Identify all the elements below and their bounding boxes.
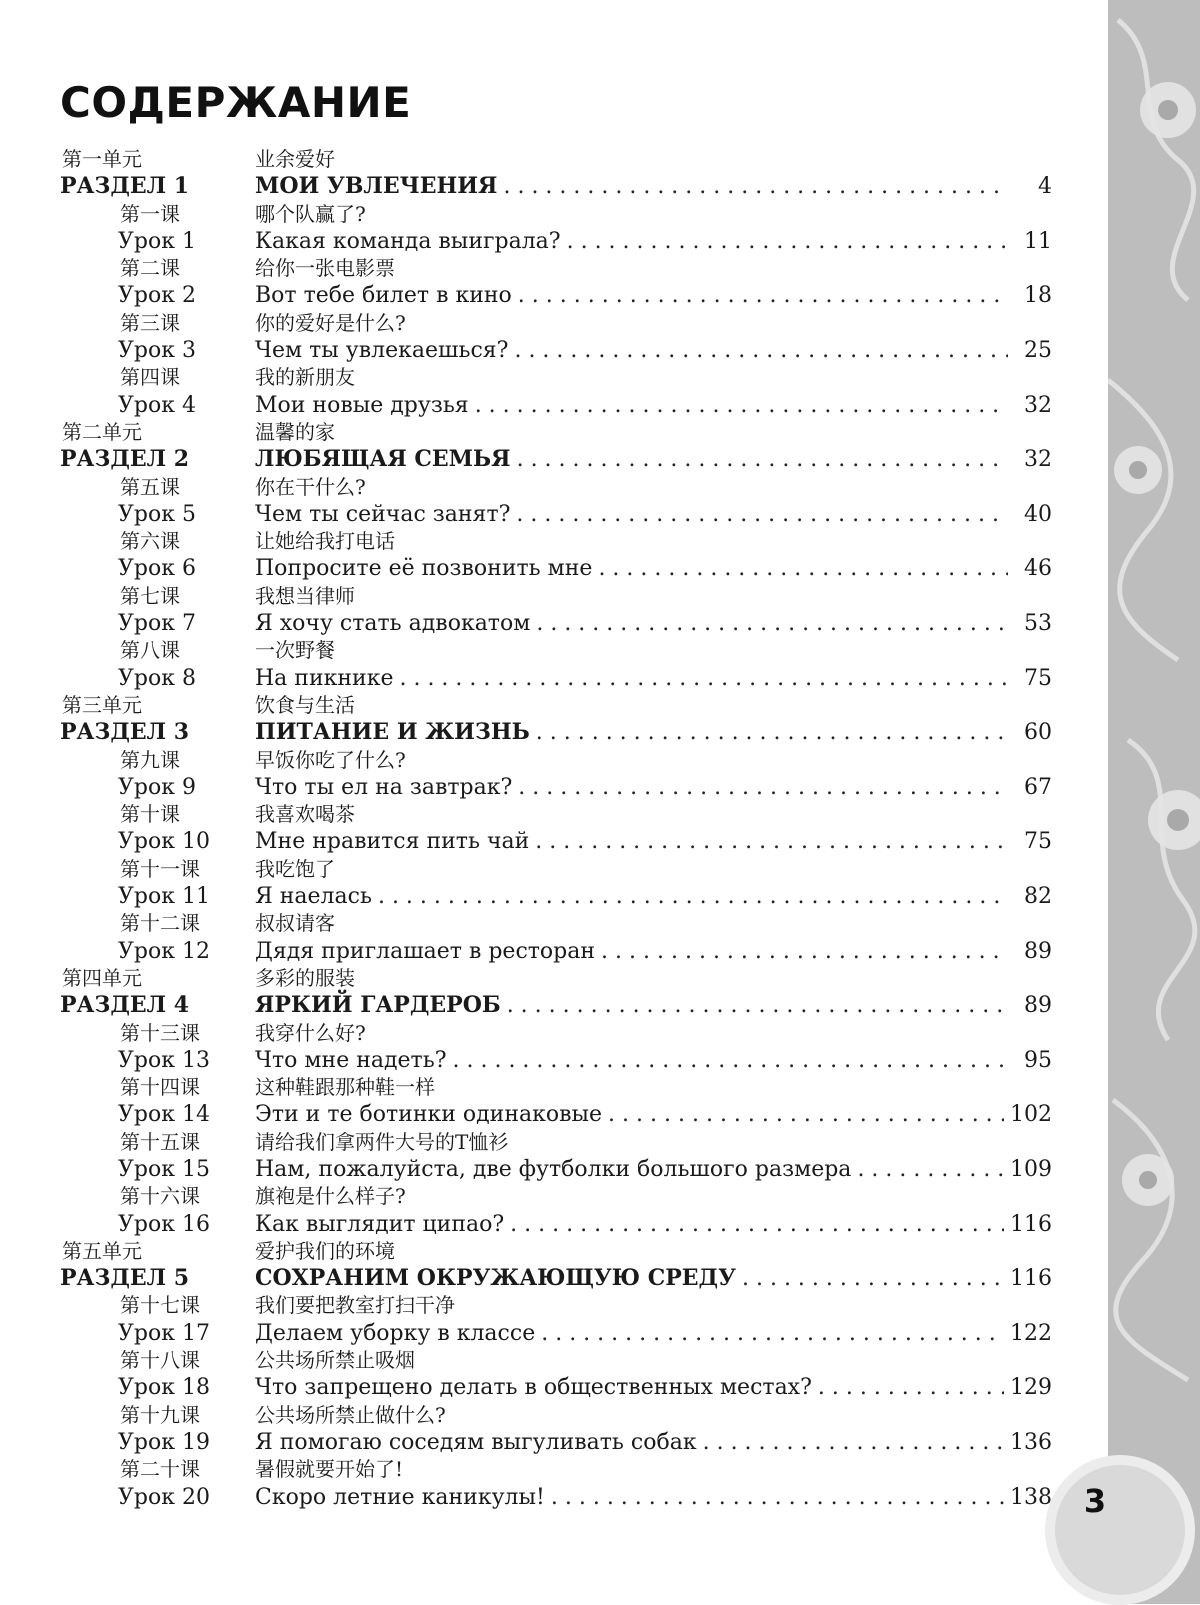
toc-entry <box>255 828 1052 855</box>
toc-row-lesson <box>0 1292 1060 1319</box>
toc-page-number: 4 <box>1038 174 1052 200</box>
toc-page-number: 67 <box>1024 774 1052 800</box>
toc-urok-label: Урок 10 <box>118 829 210 855</box>
toc-row-section <box>0 992 1060 1019</box>
toc-entry <box>255 610 1052 637</box>
toc-row-urok <box>0 282 1060 309</box>
toc-entry-title: Делаем уборку в классе <box>255 1320 536 1346</box>
toc-entry <box>255 501 1052 528</box>
toc-page-number: 53 <box>1024 611 1052 637</box>
toc-urok-label: Урок 14 <box>118 1102 210 1128</box>
dot-leader <box>518 774 1008 801</box>
toc-entry <box>255 337 1052 364</box>
toc-row-urok <box>0 665 1060 692</box>
toc-section-label: РАЗДЕЛ 1 <box>60 173 190 200</box>
toc-entry-title: Нам, пожалуйста, две футболки большого размера <box>255 1156 852 1182</box>
toc-chinese-title: 我穿什么好? <box>255 1020 366 1045</box>
toc-row-section <box>0 173 1060 200</box>
toc-urok-label: Урок 12 <box>118 938 210 964</box>
dot-leader <box>551 1484 1004 1511</box>
dot-leader <box>475 392 1008 419</box>
toc-entry <box>255 555 1052 582</box>
dot-leader <box>378 883 1008 910</box>
toc-entry-title: ЯРКИЙ ГАРДЕРОБ <box>255 992 501 1019</box>
toc-entry-title: СОХРАНИМ ОКРУЖАЮЩУЮ СРЕДУ <box>255 1265 736 1292</box>
toc-entry <box>255 665 1052 692</box>
toc-entry-title: Как выглядит ципао? <box>255 1211 505 1237</box>
toc-lesson-label: 第十一课 <box>120 856 200 881</box>
toc-page-number: 32 <box>1024 392 1052 418</box>
toc-lesson-label: 第十六课 <box>120 1184 200 1209</box>
toc-chinese-title: 公共场所禁止吸烟 <box>255 1348 415 1373</box>
toc-chinese-title: 让她给我打电话 <box>255 529 395 554</box>
toc-lesson-label: 第十四课 <box>120 1075 200 1100</box>
toc-row-unit <box>0 965 1060 992</box>
toc-row-urok <box>0 501 1060 528</box>
toc-row-urok <box>0 337 1060 364</box>
toc-entry-title: МОИ УВЛЕЧЕНИЯ <box>255 173 498 200</box>
toc-page-number: 138 <box>1010 1484 1052 1510</box>
toc-section-label: РАЗДЕЛ 2 <box>60 446 190 473</box>
toc-row-lesson <box>0 1129 1060 1156</box>
toc-row-lesson <box>0 474 1060 501</box>
toc-chinese-title: 早饭你吃了什么? <box>255 747 406 772</box>
toc-row-urok <box>0 1156 1060 1183</box>
toc-chinese-title: 我们要把教室打扫干净 <box>255 1293 455 1318</box>
dot-leader <box>601 938 1008 965</box>
toc-row-lesson <box>0 1183 1060 1210</box>
dot-leader <box>517 446 1008 473</box>
dot-leader <box>818 1374 1004 1401</box>
toc-chinese-title: 请给我们拿两件大号的T恤衫 <box>255 1129 509 1154</box>
toc-entry <box>255 282 1052 309</box>
toc-entry-title: Чем ты увлекаешься? <box>255 338 509 364</box>
toc-chinese-title: 给你一张电影票 <box>255 256 395 281</box>
toc-row-lesson <box>0 856 1060 883</box>
toc-entry-title: Какая команда выиграла? <box>255 228 561 254</box>
toc-urok-label: Урок 20 <box>118 1484 210 1510</box>
toc-row-lesson <box>0 201 1060 228</box>
toc-chinese-title: 这种鞋跟那种鞋一样 <box>255 1075 435 1100</box>
dot-leader <box>541 1320 1004 1347</box>
toc-entry <box>255 1211 1052 1238</box>
toc-lesson-label: 第九课 <box>120 747 180 772</box>
toc-row-section <box>0 719 1060 746</box>
toc-row-urok <box>0 1211 1060 1238</box>
toc-urok-label: Урок 15 <box>118 1156 210 1182</box>
toc-lesson-label: 第十九课 <box>120 1402 200 1427</box>
page-number-badge <box>1045 1455 1195 1605</box>
dot-leader <box>503 173 1008 200</box>
toc-entry <box>255 392 1052 419</box>
toc-row-urok <box>0 228 1060 255</box>
toc-row-urok <box>0 1320 1060 1347</box>
toc-entry <box>255 774 1052 801</box>
toc-urok-label: Урок 13 <box>118 1047 210 1073</box>
toc-urok-label: Урок 18 <box>118 1375 210 1401</box>
toc-entry <box>255 1484 1052 1511</box>
toc-urok-label: Урок 17 <box>118 1320 210 1346</box>
toc-row-lesson <box>0 310 1060 337</box>
toc-entry <box>255 173 1052 200</box>
toc-row-unit <box>0 692 1060 719</box>
toc-page-number: 18 <box>1024 283 1052 309</box>
dot-leader <box>507 992 1008 1019</box>
toc-page-number: 82 <box>1024 884 1052 910</box>
toc-chinese-title: 我想当律师 <box>255 583 355 608</box>
toc-unit-label: 第三单元 <box>62 692 142 717</box>
toc-chinese-title: 公共场所禁止做什么? <box>255 1402 446 1427</box>
toc-page-number: 129 <box>1010 1375 1052 1401</box>
toc-row-lesson <box>0 1074 1060 1101</box>
toc-lesson-label: 第六课 <box>120 529 180 554</box>
toc-row-lesson <box>0 1456 1060 1483</box>
toc-lesson-label: 第五课 <box>120 474 180 499</box>
dot-leader <box>510 1211 1004 1238</box>
toc-page-number: 89 <box>1024 938 1052 964</box>
toc-chinese-title: 业余爱好 <box>255 147 335 171</box>
toc-page-number: 32 <box>1024 447 1052 473</box>
toc-row-urok <box>0 392 1060 419</box>
toc-row-unit <box>0 1238 1060 1265</box>
toc-urok-label: Урок 8 <box>118 665 196 691</box>
toc-page-number: 75 <box>1024 665 1052 691</box>
toc-entry-title: Что мне надеть? <box>255 1047 447 1073</box>
toc-entry <box>255 719 1052 746</box>
toc-entry-title: Я хочу стать адвокатом <box>255 611 531 637</box>
toc-row-urok <box>0 774 1060 801</box>
toc-unit-label: 第四单元 <box>62 965 142 990</box>
toc-row-unit <box>0 419 1060 446</box>
dot-leader <box>857 1156 1004 1183</box>
toc-page-number: 11 <box>1024 228 1052 254</box>
toc-entry-title: Дядя приглашает в ресторан <box>255 938 596 964</box>
page-number: 3 <box>1083 1482 1107 1520</box>
toc-row-lesson <box>0 637 1060 664</box>
toc-urok-label: Урок 6 <box>118 556 196 582</box>
toc-chinese-title: 我吃饱了 <box>255 856 335 881</box>
toc-page-number: 89 <box>1024 993 1052 1019</box>
dot-leader <box>453 1047 1009 1074</box>
toc-chinese-title: 爱护我们的环境 <box>255 1238 395 1263</box>
toc-unit-label: 第一单元 <box>62 147 142 171</box>
toc-entry <box>255 1429 1052 1456</box>
toc-entry-title: Чем ты сейчас занят? <box>255 501 511 527</box>
toc-page-number: 109 <box>1010 1156 1052 1182</box>
toc-unit-label: 第二单元 <box>62 419 142 444</box>
toc-entry <box>255 1047 1052 1074</box>
toc-entry-title: Что ты ел на завтрак? <box>255 774 513 800</box>
toc-entry-title: Что запрещено делать в общественных местах? <box>255 1375 812 1401</box>
toc-chinese-title: 暑假就要开始了! <box>255 1457 404 1482</box>
toc-row-urok <box>0 1484 1060 1511</box>
toc-chinese-title: 你在干什么? <box>255 474 366 499</box>
toc-urok-label: Урок 7 <box>118 611 196 637</box>
toc-page-number: 136 <box>1010 1429 1052 1455</box>
dot-leader <box>598 555 1008 582</box>
toc-entry <box>255 883 1052 910</box>
toc-chinese-title: 哪个队赢了? <box>255 201 366 226</box>
toc-chinese-title: 饮食与生活 <box>255 692 355 717</box>
toc-row-section <box>0 446 1060 473</box>
toc-urok-label: Урок 2 <box>118 283 196 309</box>
dot-leader <box>518 282 1008 309</box>
toc-entry <box>255 1265 1052 1292</box>
toc-chinese-title: 叔叔请客 <box>255 911 335 936</box>
toc-urok-label: Урок 19 <box>118 1429 210 1455</box>
toc-row-urok <box>0 938 1060 965</box>
decorative-ornament-strip <box>1108 0 1200 1604</box>
toc-row-lesson <box>0 801 1060 828</box>
toc-row-section <box>0 1265 1060 1292</box>
toc-entry <box>255 1101 1052 1128</box>
toc-row-lesson <box>0 364 1060 391</box>
toc-row-urok <box>0 1047 1060 1074</box>
toc-lesson-label: 第十课 <box>120 802 180 827</box>
toc-lesson-label: 第十三课 <box>120 1020 200 1045</box>
toc-lesson-label: 第十二课 <box>120 911 200 936</box>
toc-entry-title: Я помогаю соседям выгуливать собак <box>255 1429 697 1455</box>
toc-entry-title: Мне нравится пить чай <box>255 829 530 855</box>
dot-leader <box>536 719 1008 746</box>
toc-section-label: РАЗДЕЛ 4 <box>60 992 190 1019</box>
toc-page-number: 75 <box>1024 829 1052 855</box>
toc-chinese-title: 你的爱好是什么? <box>255 310 406 335</box>
dot-leader <box>742 1265 1004 1292</box>
toc-chinese-title: 一次野餐 <box>255 638 335 663</box>
toc-chinese-title: 我的新朋友 <box>255 365 355 390</box>
toc-page-number: 60 <box>1024 720 1052 746</box>
toc-entry-title: Мои новые друзья <box>255 392 469 418</box>
toc-row-lesson <box>0 1020 1060 1047</box>
toc-entry <box>255 1156 1052 1183</box>
dot-leader <box>536 610 1008 637</box>
toc-row-urok <box>0 1374 1060 1401</box>
toc-page-number: 40 <box>1024 501 1052 527</box>
toc-row-lesson <box>0 583 1060 610</box>
toc-urok-label: Урок 9 <box>118 774 196 800</box>
dot-leader <box>703 1429 1004 1456</box>
toc-urok-label: Урок 3 <box>118 338 196 364</box>
toc-entry <box>255 992 1052 1019</box>
toc-entry <box>255 1320 1052 1347</box>
dot-leader <box>567 228 1008 255</box>
toc-chinese-title: 温馨的家 <box>255 419 335 444</box>
toc-chinese-title: 多彩的服装 <box>255 965 355 990</box>
dot-leader <box>516 501 1008 528</box>
toc-section-label: РАЗДЕЛ 5 <box>60 1265 190 1292</box>
toc-unit-label: 第五单元 <box>62 1238 142 1263</box>
toc-entry-title: Скоро летние каникулы! <box>255 1484 545 1510</box>
toc-urok-label: Урок 11 <box>118 884 210 910</box>
toc-entry-title: Вот тебе билет в кино <box>255 283 512 309</box>
toc-urok-label: Урок 5 <box>118 501 196 527</box>
toc-lesson-label: 第一课 <box>120 201 180 226</box>
toc-row-lesson <box>0 1402 1060 1429</box>
toc-lesson-label: 第二十课 <box>120 1457 200 1482</box>
toc-entry-title: Я наелась <box>255 884 372 910</box>
toc-lesson-label: 第八课 <box>120 638 180 663</box>
toc-chinese-title: 我喜欢喝茶 <box>255 802 355 827</box>
toc-row-urok <box>0 1101 1060 1128</box>
toc-row-urok <box>0 883 1060 910</box>
toc-lesson-label: 第二课 <box>120 256 180 281</box>
toc-row-lesson <box>0 255 1060 282</box>
toc-entry <box>255 938 1052 965</box>
toc-entry <box>255 228 1052 255</box>
toc-row-urok <box>0 828 1060 855</box>
table-of-contents <box>0 146 1060 1511</box>
toc-entry <box>255 446 1052 473</box>
toc-lesson-label: 第十七课 <box>120 1293 200 1318</box>
toc-page-number: 122 <box>1010 1320 1052 1346</box>
floral-pattern-icon <box>1108 0 1200 1604</box>
dot-leader <box>608 1101 1004 1128</box>
toc-chinese-title: 旗袍是什么样子? <box>255 1184 406 1209</box>
toc-row-urok <box>0 610 1060 637</box>
toc-row-urok <box>0 1429 1060 1456</box>
toc-page-number: 116 <box>1010 1211 1052 1237</box>
toc-entry <box>255 1374 1052 1401</box>
toc-page-number: 46 <box>1024 556 1052 582</box>
toc-page-number: 25 <box>1024 338 1052 364</box>
toc-row-lesson <box>0 747 1060 774</box>
toc-entry-title: Попросите её позвонить мне <box>255 556 593 582</box>
toc-row-lesson <box>0 1347 1060 1374</box>
toc-row-urok <box>0 555 1060 582</box>
toc-lesson-label: 第七课 <box>120 583 180 608</box>
toc-lesson-label: 第十五课 <box>120 1129 200 1154</box>
toc-lesson-label: 第四课 <box>120 365 180 390</box>
toc-entry-title: ЛЮБЯЩАЯ СЕМЬЯ <box>255 446 511 473</box>
toc-entry-title: ПИТАНИЕ И ЖИЗНЬ <box>255 719 530 746</box>
page-title: СОДЕРЖАНИЕ <box>60 78 412 127</box>
dot-leader <box>535 828 1008 855</box>
toc-entry-title: Эти и те ботинки одинаковые <box>255 1102 603 1128</box>
toc-urok-label: Урок 16 <box>118 1211 210 1237</box>
toc-lesson-label: 第三课 <box>120 310 180 335</box>
toc-lesson-label: 第十八课 <box>120 1348 200 1373</box>
toc-page-number: 116 <box>1010 1266 1052 1292</box>
toc-urok-label: Урок 1 <box>118 228 196 254</box>
dot-leader <box>514 337 1008 364</box>
toc-page-number: 102 <box>1010 1102 1052 1128</box>
toc-entry-title: На пикнике <box>255 665 394 691</box>
toc-urok-label: Урок 4 <box>118 392 196 418</box>
toc-section-label: РАЗДЕЛ 3 <box>60 719 190 746</box>
toc-row-lesson <box>0 528 1060 555</box>
toc-row-lesson <box>0 910 1060 937</box>
toc-row-unit <box>0 146 1060 173</box>
dot-leader <box>399 665 1008 692</box>
toc-page-number: 95 <box>1024 1047 1052 1073</box>
